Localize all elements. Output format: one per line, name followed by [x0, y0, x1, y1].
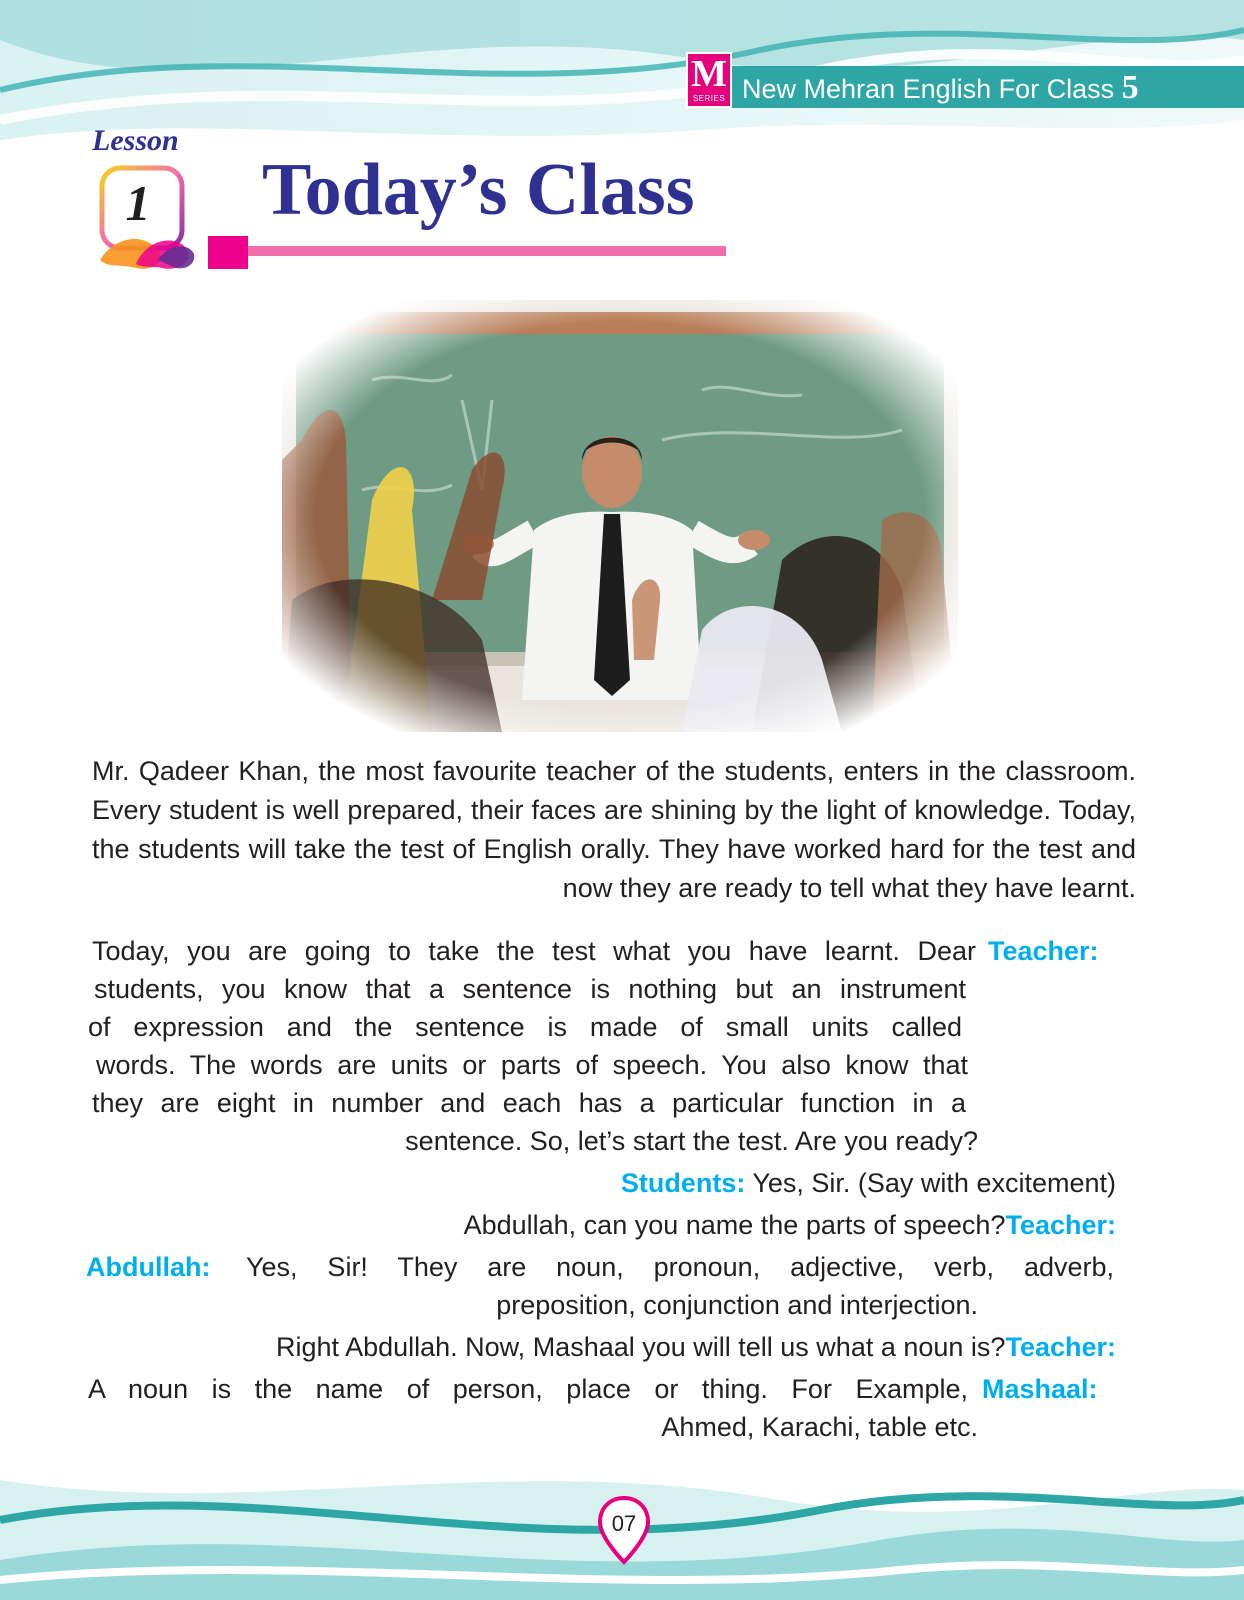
series-logo-sub: SERIES — [692, 94, 726, 103]
class-number: 5 — [1121, 69, 1139, 106]
title-underline-square — [208, 236, 248, 269]
series-title-text: New Mehran English For Class — [742, 74, 1115, 104]
lesson-label: Lesson — [92, 124, 179, 157]
speaker-students-label: Students: — [620, 1168, 746, 1198]
dialogue-teacher-3 — [276, 1328, 1116, 1367]
page-number: 07 — [611, 1511, 637, 1536]
speaker-teacher-label: Teacher: — [1005, 1332, 1116, 1362]
title-underline — [248, 246, 726, 256]
dialogue-abdullah-line-2: preposition, conjunction and interjection. — [496, 1290, 978, 1320]
dialogue-teacher-1-line-6: sentence. So, let’s start the test. Are you ready? — [405, 1126, 978, 1156]
page-title: Today’s Class — [262, 149, 695, 231]
dialogue-teacher-1-line-4: words. The words are units or parts of speech. You also know that — [96, 1050, 968, 1080]
dialogue-teacher-1-line-1: Today, you are going to take the test what you have learnt. Dear — [92, 936, 976, 966]
dialogue-abdullah-line-1: Yes, Sir! They are noun, pronoun, adjective, verb, adverb, — [246, 1252, 1114, 1282]
dialogue-teacher-1-line-2: students, you know that a sentence is nothing but an instrument — [94, 974, 966, 1004]
intro-paragraph: Mr. Qadeer Khan, the most favourite teacher of the students, enters in the classroom. Every student is well prepared, their faces are shining by the light of knowledge. Today, the students will take the test of English orally. They have worked hard for the test and now they are ready to tell what they have learnt. — [92, 756, 1136, 903]
dialogue-teacher-2 — [464, 1206, 1116, 1245]
dialogue-students — [621, 1164, 1116, 1203]
lesson-number: 1 — [125, 175, 151, 231]
speaker-mashaal-label: Mashaal: — [982, 1374, 1098, 1404]
classroom-photo — [282, 300, 958, 732]
speaker-teacher-label: Teacher: — [988, 936, 1099, 966]
speaker-abdullah-label: Abdullah: — [86, 1252, 211, 1282]
series-logo-letter: M — [691, 53, 727, 95]
dialogue-teacher-1-line-3: of expression and the sentence is made of small units called — [88, 1012, 962, 1042]
dialogue-teacher-2-line-1: Abdullah, can you name the parts of speech? — [463, 1210, 1006, 1240]
series-title — [742, 69, 1139, 107]
speaker-teacher-label: Teacher: — [1005, 1210, 1116, 1240]
series-logo — [686, 52, 732, 108]
dialogue-mashaal-line-2: Ahmed, Karachi, table etc. — [661, 1412, 978, 1442]
dialogue-teacher-1-line-5: they are eight in number and each has a particular function in a — [92, 1088, 966, 1118]
dialogue-students-line-1: Yes, Sir. (Say with excitement) — [752, 1168, 1116, 1198]
dialogue-teacher-3-line-1: Right Abdullah. Now, Mashaal you will tell us what a noun is? — [276, 1332, 1006, 1362]
dialogue-mashaal-line-1: A noun is the name of person, place or thing. For Example, — [88, 1374, 968, 1404]
